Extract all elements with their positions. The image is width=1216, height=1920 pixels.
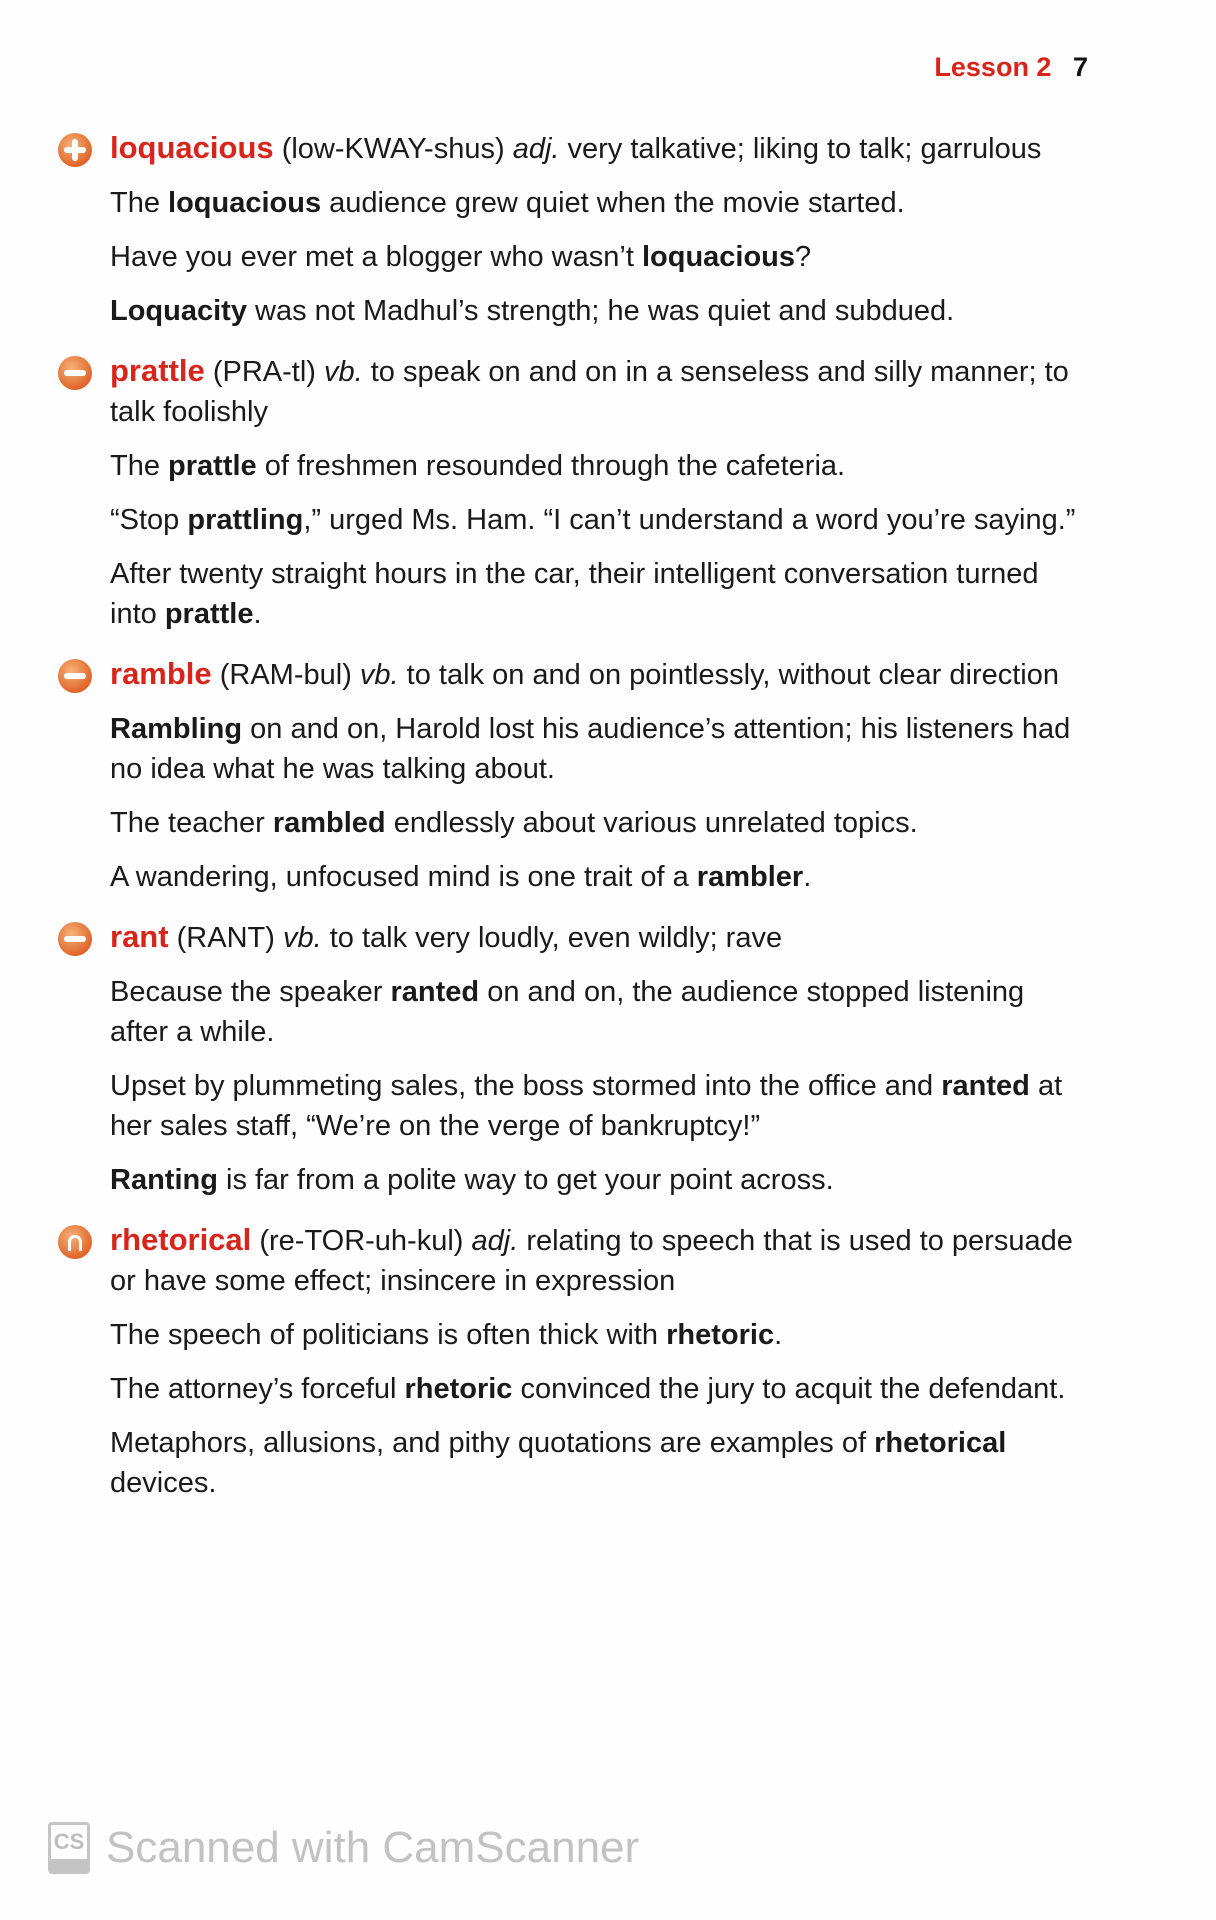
definition-line: [110, 654, 1088, 695]
example-sentence: Have you ever met a blogger who wasn’t loquacious?: [110, 241, 812, 273]
example-sentence: The prattle of freshmen resounded through the cafeteria.: [110, 450, 846, 482]
example-sentence: After twenty straight hours in the car, their intelligent conversation turned into prattle.: [110, 558, 1039, 630]
lesson-label: Lesson 2: [934, 52, 1052, 82]
watermark-text: Scanned with CamScanner: [106, 1823, 640, 1872]
negative-minus-icon: [58, 659, 92, 693]
camscanner-watermark: [48, 1822, 639, 1874]
camscanner-logo-icon: CS: [48, 1822, 90, 1874]
headword: rant: [110, 919, 169, 954]
page-header: [934, 52, 1088, 83]
part-of-speech: vb.: [323, 356, 363, 388]
part-of-speech: vb.: [359, 659, 399, 691]
pronunciation: (re-TOR-uh-kul): [259, 1225, 464, 1257]
example-sentence: The loquacious audience grew quiet when the movie started.: [110, 187, 905, 219]
definition: to talk very loudly, even wildly; rave: [329, 922, 783, 954]
page-number: 7: [1072, 52, 1088, 82]
example-sentence: A wandering, unfocused mind is one trait of a rambler.: [110, 861, 812, 893]
part-of-speech: adj.: [471, 1225, 519, 1257]
definition-line: [110, 917, 1088, 958]
definition-line: [110, 1220, 1088, 1301]
definition: relating to speech that is used to persuade or have some effect; insincere in expression: [110, 1225, 1073, 1297]
definition: to speak on and on in a senseless and silly manner; to talk foolishly: [110, 356, 1069, 428]
headword: loquacious: [110, 130, 274, 165]
pronunciation: (low-KWAY-shus): [281, 133, 505, 165]
pronunciation: (RANT): [176, 922, 275, 954]
headword: prattle: [110, 353, 205, 388]
vocab-entry-prattle: [58, 351, 1088, 634]
example-sentence: The teacher rambled endlessly about various unrelated topics.: [110, 807, 918, 839]
example-sentence: Metaphors, allusions, and pithy quotations are examples of rhetorical devices.: [110, 1427, 1007, 1499]
example-sentence: Ranting is far from a polite way to get your point across.: [110, 1164, 834, 1196]
example-sentence: “Stop prattling,” urged Ms. Ham. “I can’t understand a word you’re saying.”: [110, 504, 1076, 536]
example-sentence: The speech of politicians is often thick with rhetoric.: [110, 1319, 783, 1351]
vocabulary-entries: [58, 128, 1088, 1523]
vocab-entry-rhetorical: [58, 1220, 1088, 1503]
part-of-speech: vb.: [282, 922, 322, 954]
vocab-entry-rant: [58, 917, 1088, 1200]
example-sentence: The attorney’s forceful rhetoric convinced the jury to acquit the defendant.: [110, 1373, 1066, 1405]
example-sentence: Because the speaker ranted on and on, the audience stopped listening after a while.: [110, 976, 1025, 1048]
definition: to talk on and on pointlessly, without clear direction: [406, 659, 1060, 691]
headword: rhetorical: [110, 1222, 252, 1257]
part-of-speech: adj.: [512, 133, 560, 165]
example-sentence: Loquacity was not Madhul’s strength; he was quiet and subdued.: [110, 295, 955, 327]
definition-line: [110, 128, 1088, 169]
example-sentence: Upset by plummeting sales, the boss stormed into the office and ranted at her sales staff, “We’re on the verge of bankruptcy!”: [110, 1070, 1063, 1142]
definition: very talkative; liking to talk; garrulous: [567, 133, 1042, 165]
neutral-icon: [58, 1225, 92, 1259]
negative-minus-icon: [58, 356, 92, 390]
negative-minus-icon: [58, 922, 92, 956]
positive-plus-icon: [58, 133, 92, 167]
pronunciation: (RAM-bul): [219, 659, 352, 691]
example-sentence: Rambling on and on, Harold lost his audience’s attention; his listeners had no idea what he was talking about.: [110, 713, 1071, 785]
vocab-entry-loquacious: [58, 128, 1088, 331]
pronunciation: (PRA-tl): [212, 356, 316, 388]
vocab-entry-ramble: [58, 654, 1088, 897]
headword: ramble: [110, 656, 212, 691]
definition-line: [110, 351, 1088, 432]
